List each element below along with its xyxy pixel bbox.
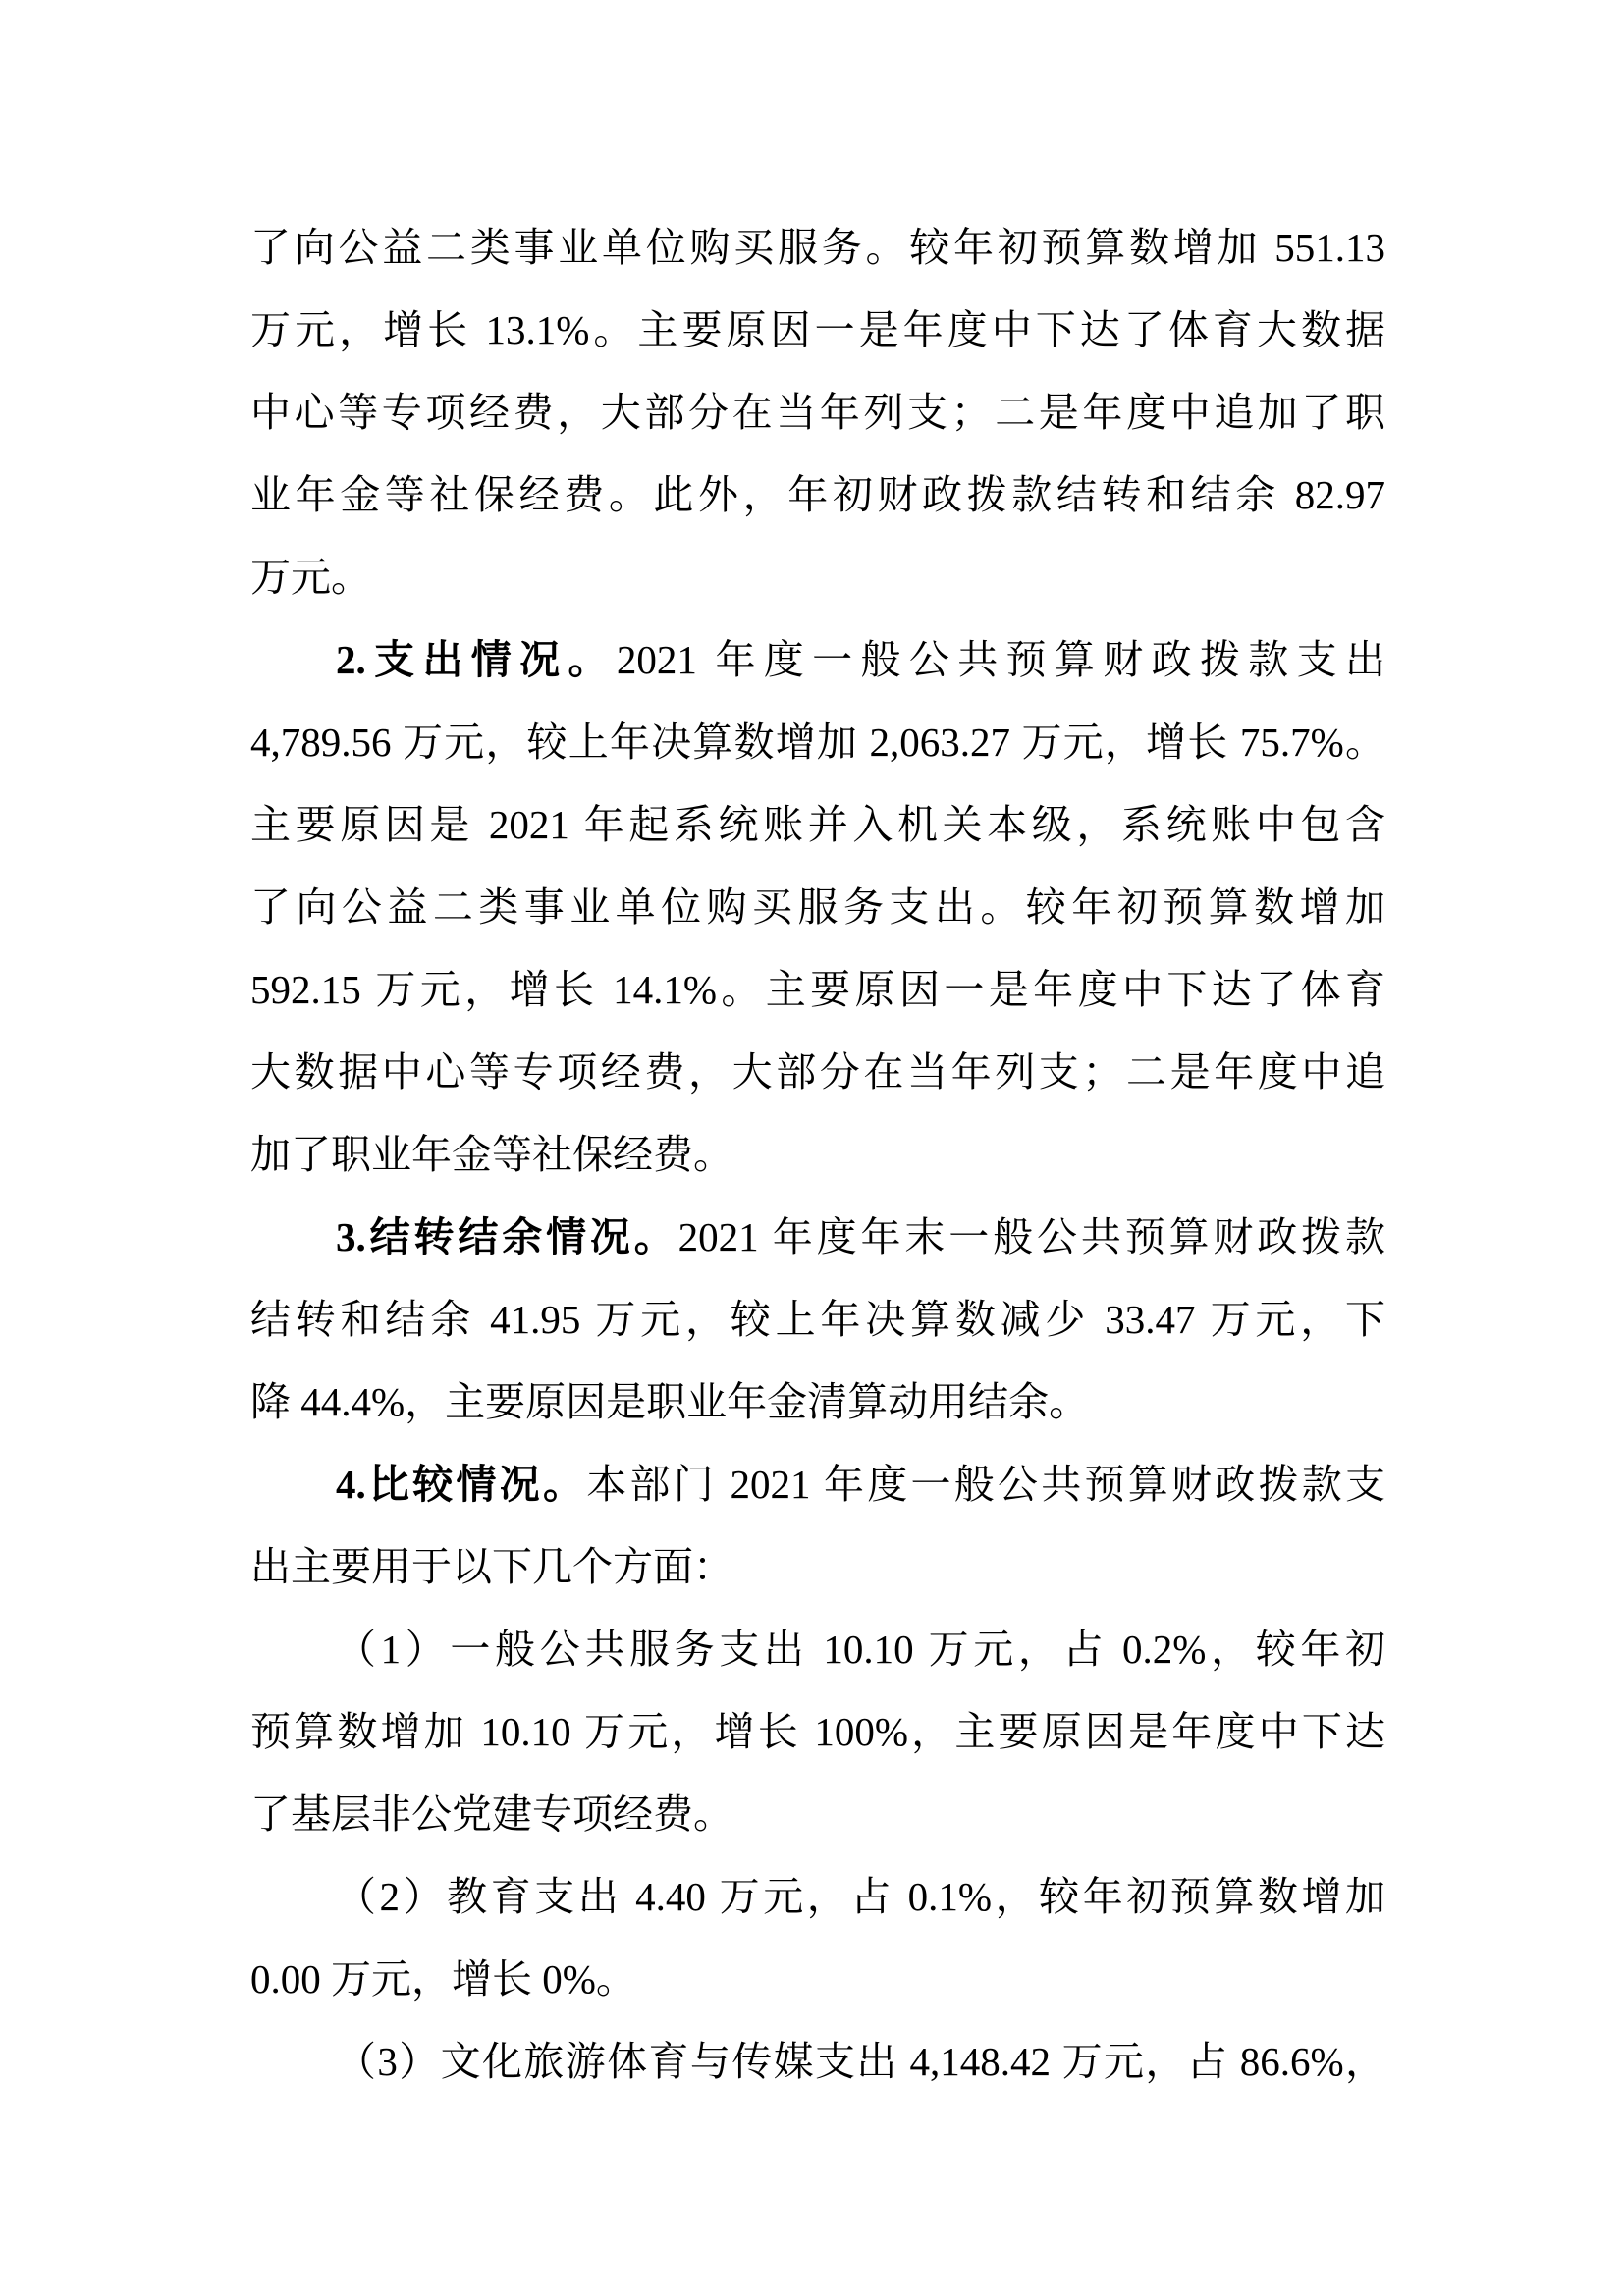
text-line	[250, 371, 1385, 454]
paragraph	[250, 206, 1385, 618]
line-text: 2021 年度年末一般公共预算财政拨款	[677, 1214, 1386, 1259]
line-text: 业年金等社保经费。此外，年初财政拨款结转和结余 82.97	[250, 472, 1385, 517]
text-line	[250, 536, 1385, 618]
text-line	[250, 1773, 1385, 1855]
section-heading: 2.支出情况。	[336, 637, 617, 682]
text-line	[250, 1938, 1385, 2020]
line-text: 主要原因是 2021 年起系统账并入机关本级，系统账中包含	[250, 802, 1385, 847]
text-line	[250, 454, 1385, 536]
line-text: 了向公益二类事业单位购买服务支出。较年初预算数增加	[250, 884, 1385, 930]
line-text: 万元。	[250, 555, 371, 600]
line-text: （2）教育支出 4.40 万元，占 0.1%，较年初预算数增加	[336, 1874, 1385, 1919]
text-line	[250, 1361, 1385, 1443]
line-text: 降 44.4%，主要原因是职业年金清算动用结余。	[250, 1379, 1090, 1424]
text-line	[250, 1855, 1385, 1938]
paragraph	[250, 1608, 1385, 1855]
line-text: 本部门 2021 年度一般公共预算财政拨款支	[586, 1462, 1385, 1507]
line-text: 592.15 万元，增长 14.1%。主要原因一是年度中下达了体育	[250, 967, 1385, 1012]
text-line	[250, 618, 1385, 701]
line-text: 出主要用于以下几个方面：	[250, 1544, 733, 1589]
section-heading: 4.比较情况。	[336, 1462, 587, 1507]
line-text: （1）一般公共服务支出 10.10 万元，占 0.2%，较年初	[336, 1627, 1385, 1672]
text-line	[250, 1608, 1385, 1690]
text-line	[250, 1278, 1385, 1361]
line-text: 加了职业年金等社保经费。	[250, 1132, 733, 1177]
text-line	[250, 1525, 1385, 1608]
paragraph	[250, 1855, 1385, 2020]
text-line	[250, 2020, 1385, 2103]
paragraph	[250, 2020, 1385, 2103]
paragraph	[250, 1196, 1385, 1443]
line-text: （3）文化旅游体育与传媒支出 4,148.42 万元，占 86.6%，	[336, 2039, 1385, 2084]
line-text: 大数据中心等专项经费，大部分在当年列支；二是年度中追	[250, 1049, 1385, 1095]
text-line	[250, 1196, 1385, 1278]
text-line	[250, 701, 1385, 783]
text-line	[250, 866, 1385, 948]
line-text: 结转和结余 41.95 万元，较上年决算数减少 33.47 万元，下	[250, 1297, 1385, 1342]
section-heading: 3.结转结余情况。	[336, 1214, 678, 1259]
line-text: 了向公益二类事业单位购买服务。较年初预算数增加 551.13	[250, 225, 1385, 270]
line-text: 中心等专项经费，大部分在当年列支；二是年度中追加了职	[250, 390, 1385, 435]
line-text: 0.00 万元，增长 0%。	[250, 1956, 636, 2002]
text-line	[250, 1690, 1385, 1773]
line-text: 4,789.56 万元，较上年决算数增加 2,063.27 万元，增长 75.7%。	[250, 720, 1385, 765]
text-line	[250, 206, 1385, 289]
paragraph	[250, 618, 1385, 1196]
line-text: 2021 年度一般公共预算财政拨款支出	[616, 637, 1386, 682]
line-text: 预算数增加 10.10 万元，增长 100%，主要原因是年度中下达	[250, 1709, 1385, 1754]
text-line	[250, 948, 1385, 1031]
text-line	[250, 1113, 1385, 1196]
text-line	[250, 1031, 1385, 1113]
paragraph	[250, 1443, 1385, 1608]
document-body	[250, 206, 1385, 2103]
text-line	[250, 783, 1385, 866]
line-text: 了基层非公党建专项经费。	[250, 1791, 733, 1837]
line-text: 万元，增长 13.1%。主要原因一是年度中下达了体育大数据	[250, 307, 1385, 352]
text-line	[250, 1443, 1385, 1525]
text-line	[250, 289, 1385, 371]
